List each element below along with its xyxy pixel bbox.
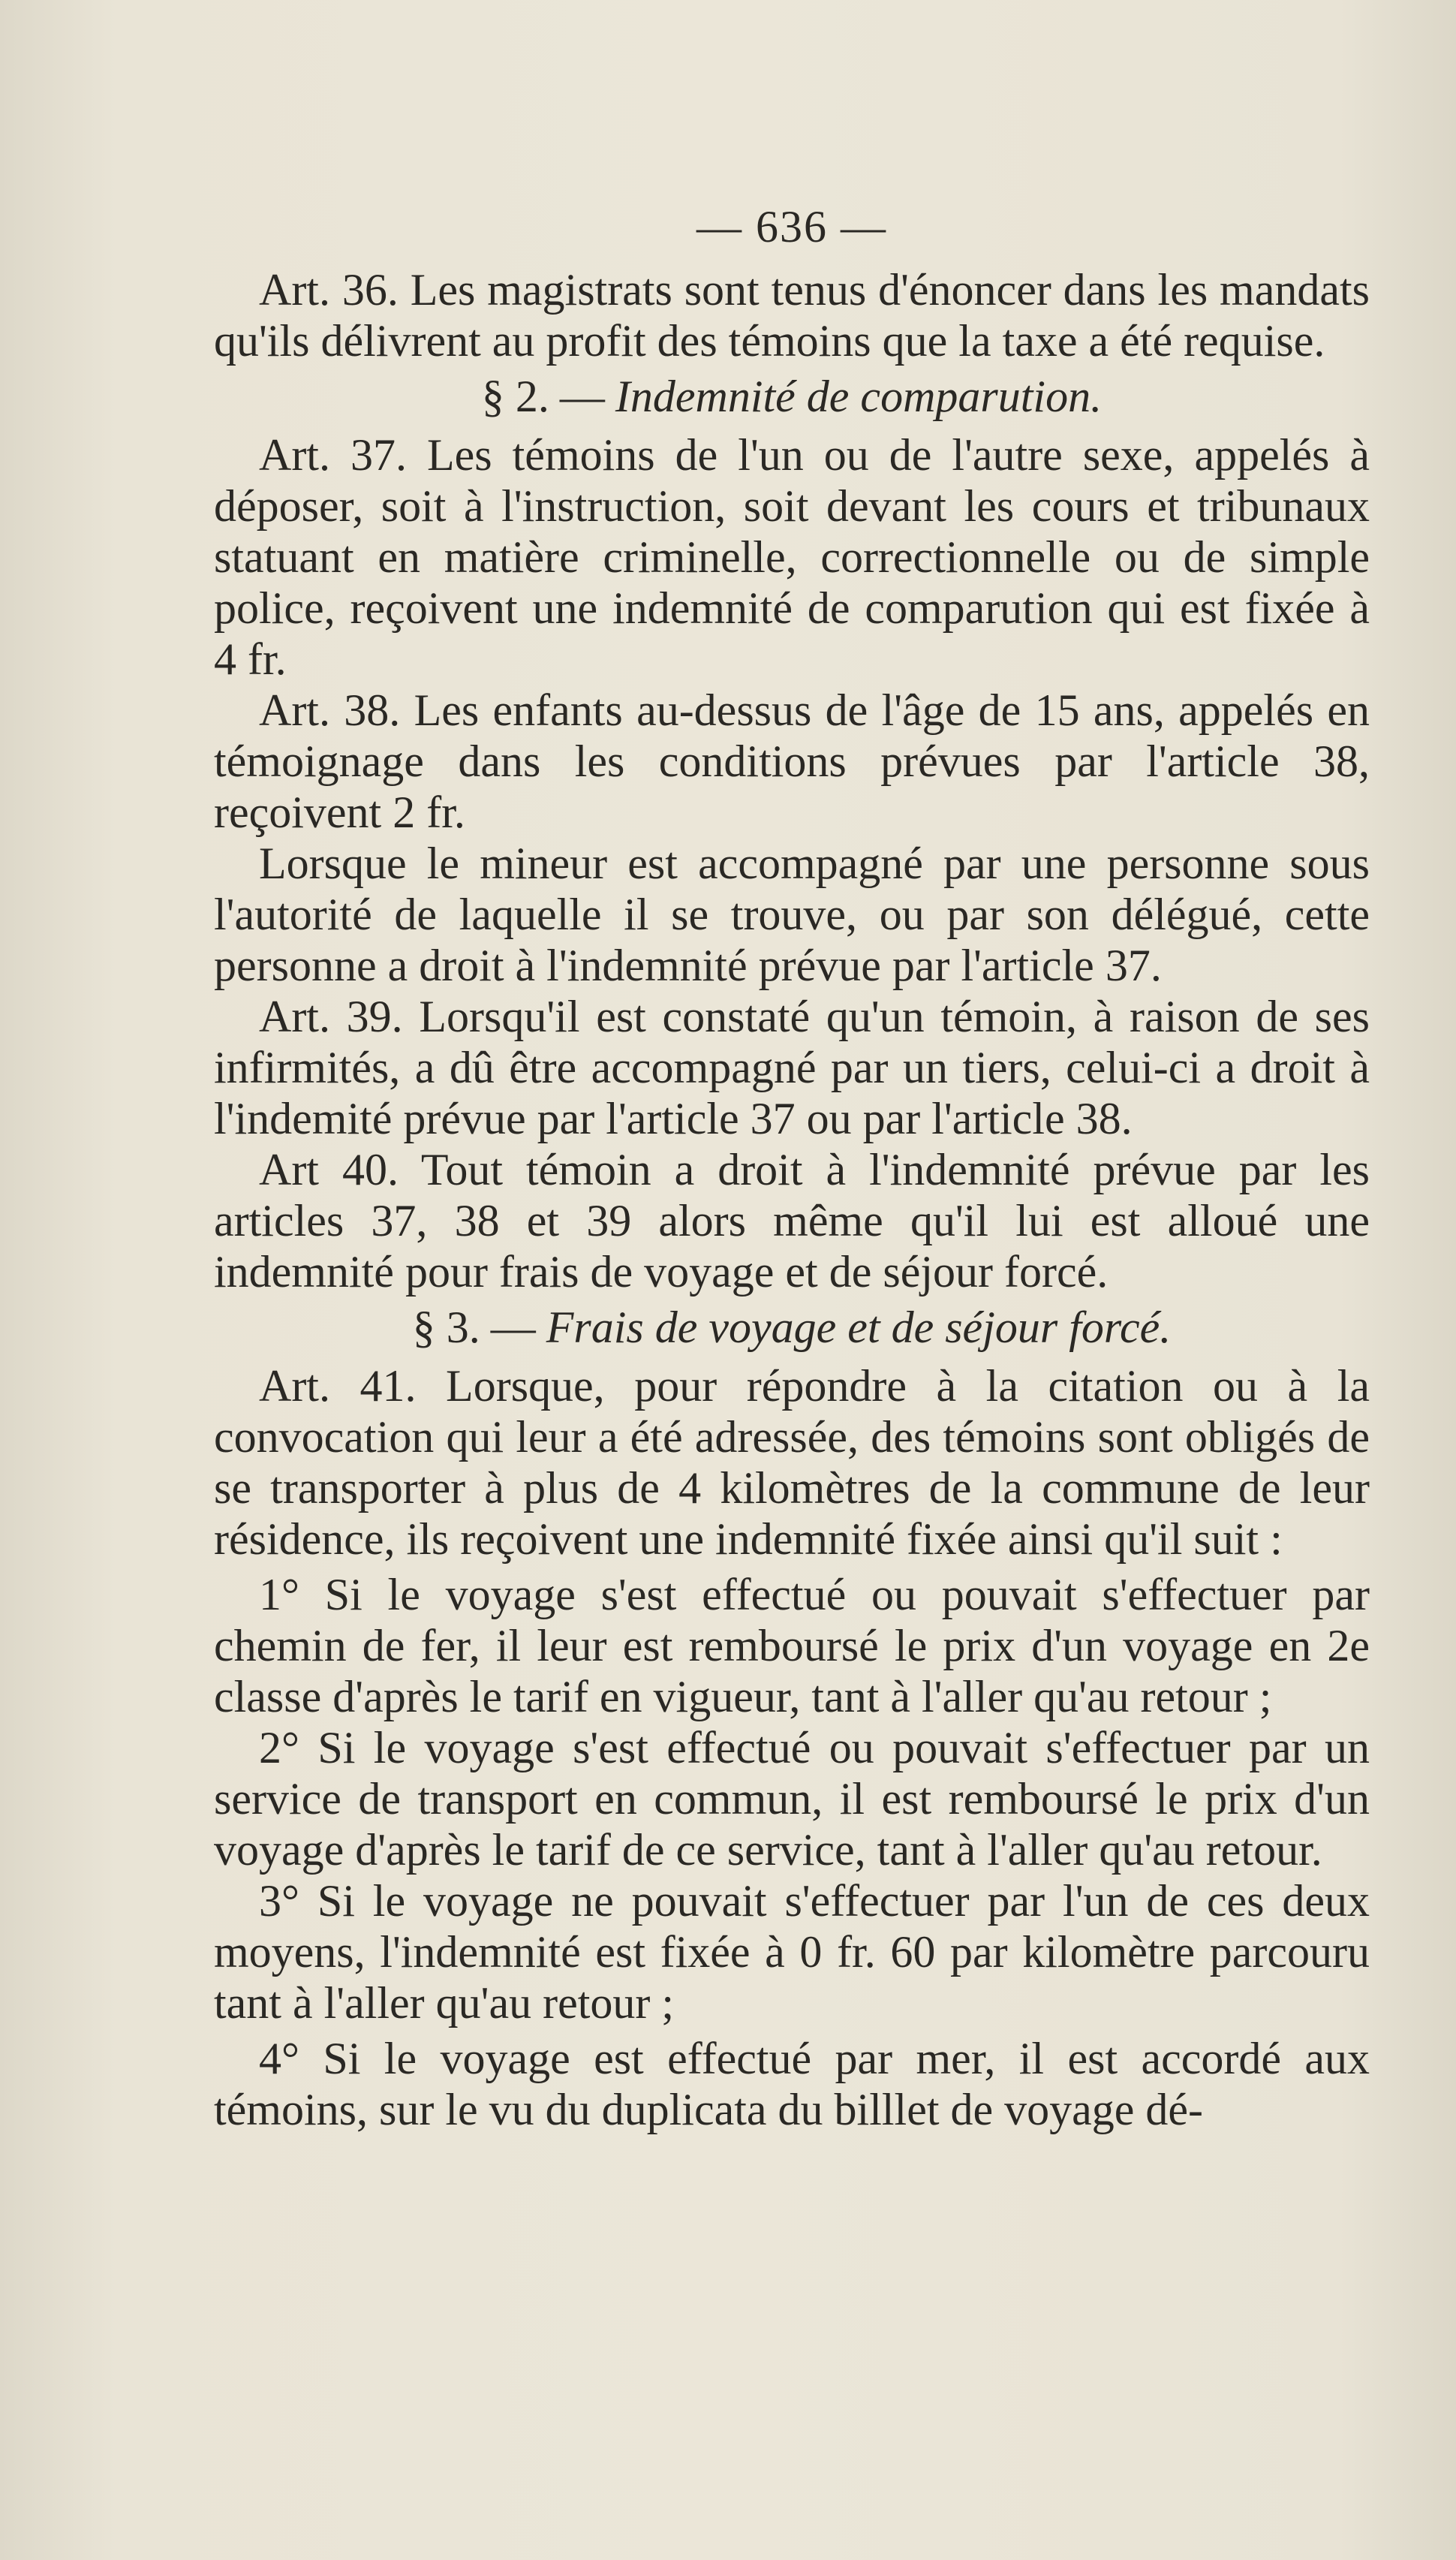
article-37: Art. 37. Les témoins de l'un ou de l'autre sexe, appelés à déposer, soit à l'instruction, soit devant les cours et tribunaux statuant en matière criminelle, correctionnelle ou de simple police, reçoivent une indemnité de comparution qui est fixée à 4 fr. [214, 430, 1370, 684]
page-number: — 636 — [696, 202, 887, 251]
article-39: Art. 39. Lorsqu'il est constaté qu'un témoin, à raison de ses infirmités, a dû être accompagné par un tiers, celui-ci a droit à l'indemité prévue par l'article 37 ou par l'article 38. [214, 992, 1370, 1143]
section-title: Indemnité de comparution. [615, 372, 1103, 421]
section-number: § 2. [481, 372, 549, 421]
page-text [214, 201, 1370, 2135]
section-heading-2 [214, 371, 1370, 422]
article-38-paragraph-2: Lorsque le mineur est accompagné par une personne sous l'autorité de laquelle il se trouve, ou par son délégué, cette personne a droit à l'indemnité prévue par l'article 37. [214, 839, 1370, 990]
list-item-4: 4° Si le voyage est effectué par mer, il est accordé aux témoins, sur le vu du duplicata du billlet de voyage dé- [214, 2034, 1370, 2134]
article-36: Art. 36. Les magistrats sont tenus d'énoncer dans les mandats qu'ils délivrent au profit des témoins que la taxe a été requise. [214, 265, 1370, 366]
list-item-3: 3° Si le voyage ne pouvait s'effectuer par l'un de ces deux moyens, l'indemnité est fixée à 0 fr. 60 par kilomètre parcouru tant à l'aller qu'au retour ; [214, 1876, 1370, 2028]
list-item-2: 2° Si le voyage s'est effectué ou pouvait s'effectuer par un service de transport en commun, il est remboursé le prix d'un voyage d'après le tarif de ce service, tant à l'aller qu'au retour. [214, 1723, 1370, 1875]
section-dash: — [559, 372, 605, 421]
section-dash: — [490, 1303, 536, 1352]
section-heading-3 [214, 1302, 1370, 1353]
list-item-1: 1° Si le voyage s'est effectué ou pouvait s'effectuer par chemin de fer, il leur est remboursé le prix d'un voyage en 2e classe d'après le tarif en vigueur, tant à l'aller qu'au retour ; [214, 1570, 1370, 1721]
section-title: Frais de voyage et de séjour forcé. [546, 1303, 1172, 1352]
article-40: Art 40. Tout témoin a droit à l'indemnité prévue par les articles 37, 38 et 39 alors même qu'il lui est alloué une indemnité pour frais de voyage et de séjour forcé. [214, 1145, 1370, 1297]
article-41: Art. 41. Lorsque, pour répondre à la citation ou à la convocation qui leur a été adressée, des témoins sont obligés de se transporter à plus de 4 kilomètres de la commune de leur résidence, ils reçoivent une indemnité fixée ainsi qu'il suit : [214, 1361, 1370, 1564]
article-38: Art. 38. Les enfants au-dessus de l'âge de 15 ans, appelés en témoignage dans les conditions prévues par l'article 38, reçoivent 2 fr. [214, 685, 1370, 837]
section-number: § 3. [412, 1303, 480, 1352]
